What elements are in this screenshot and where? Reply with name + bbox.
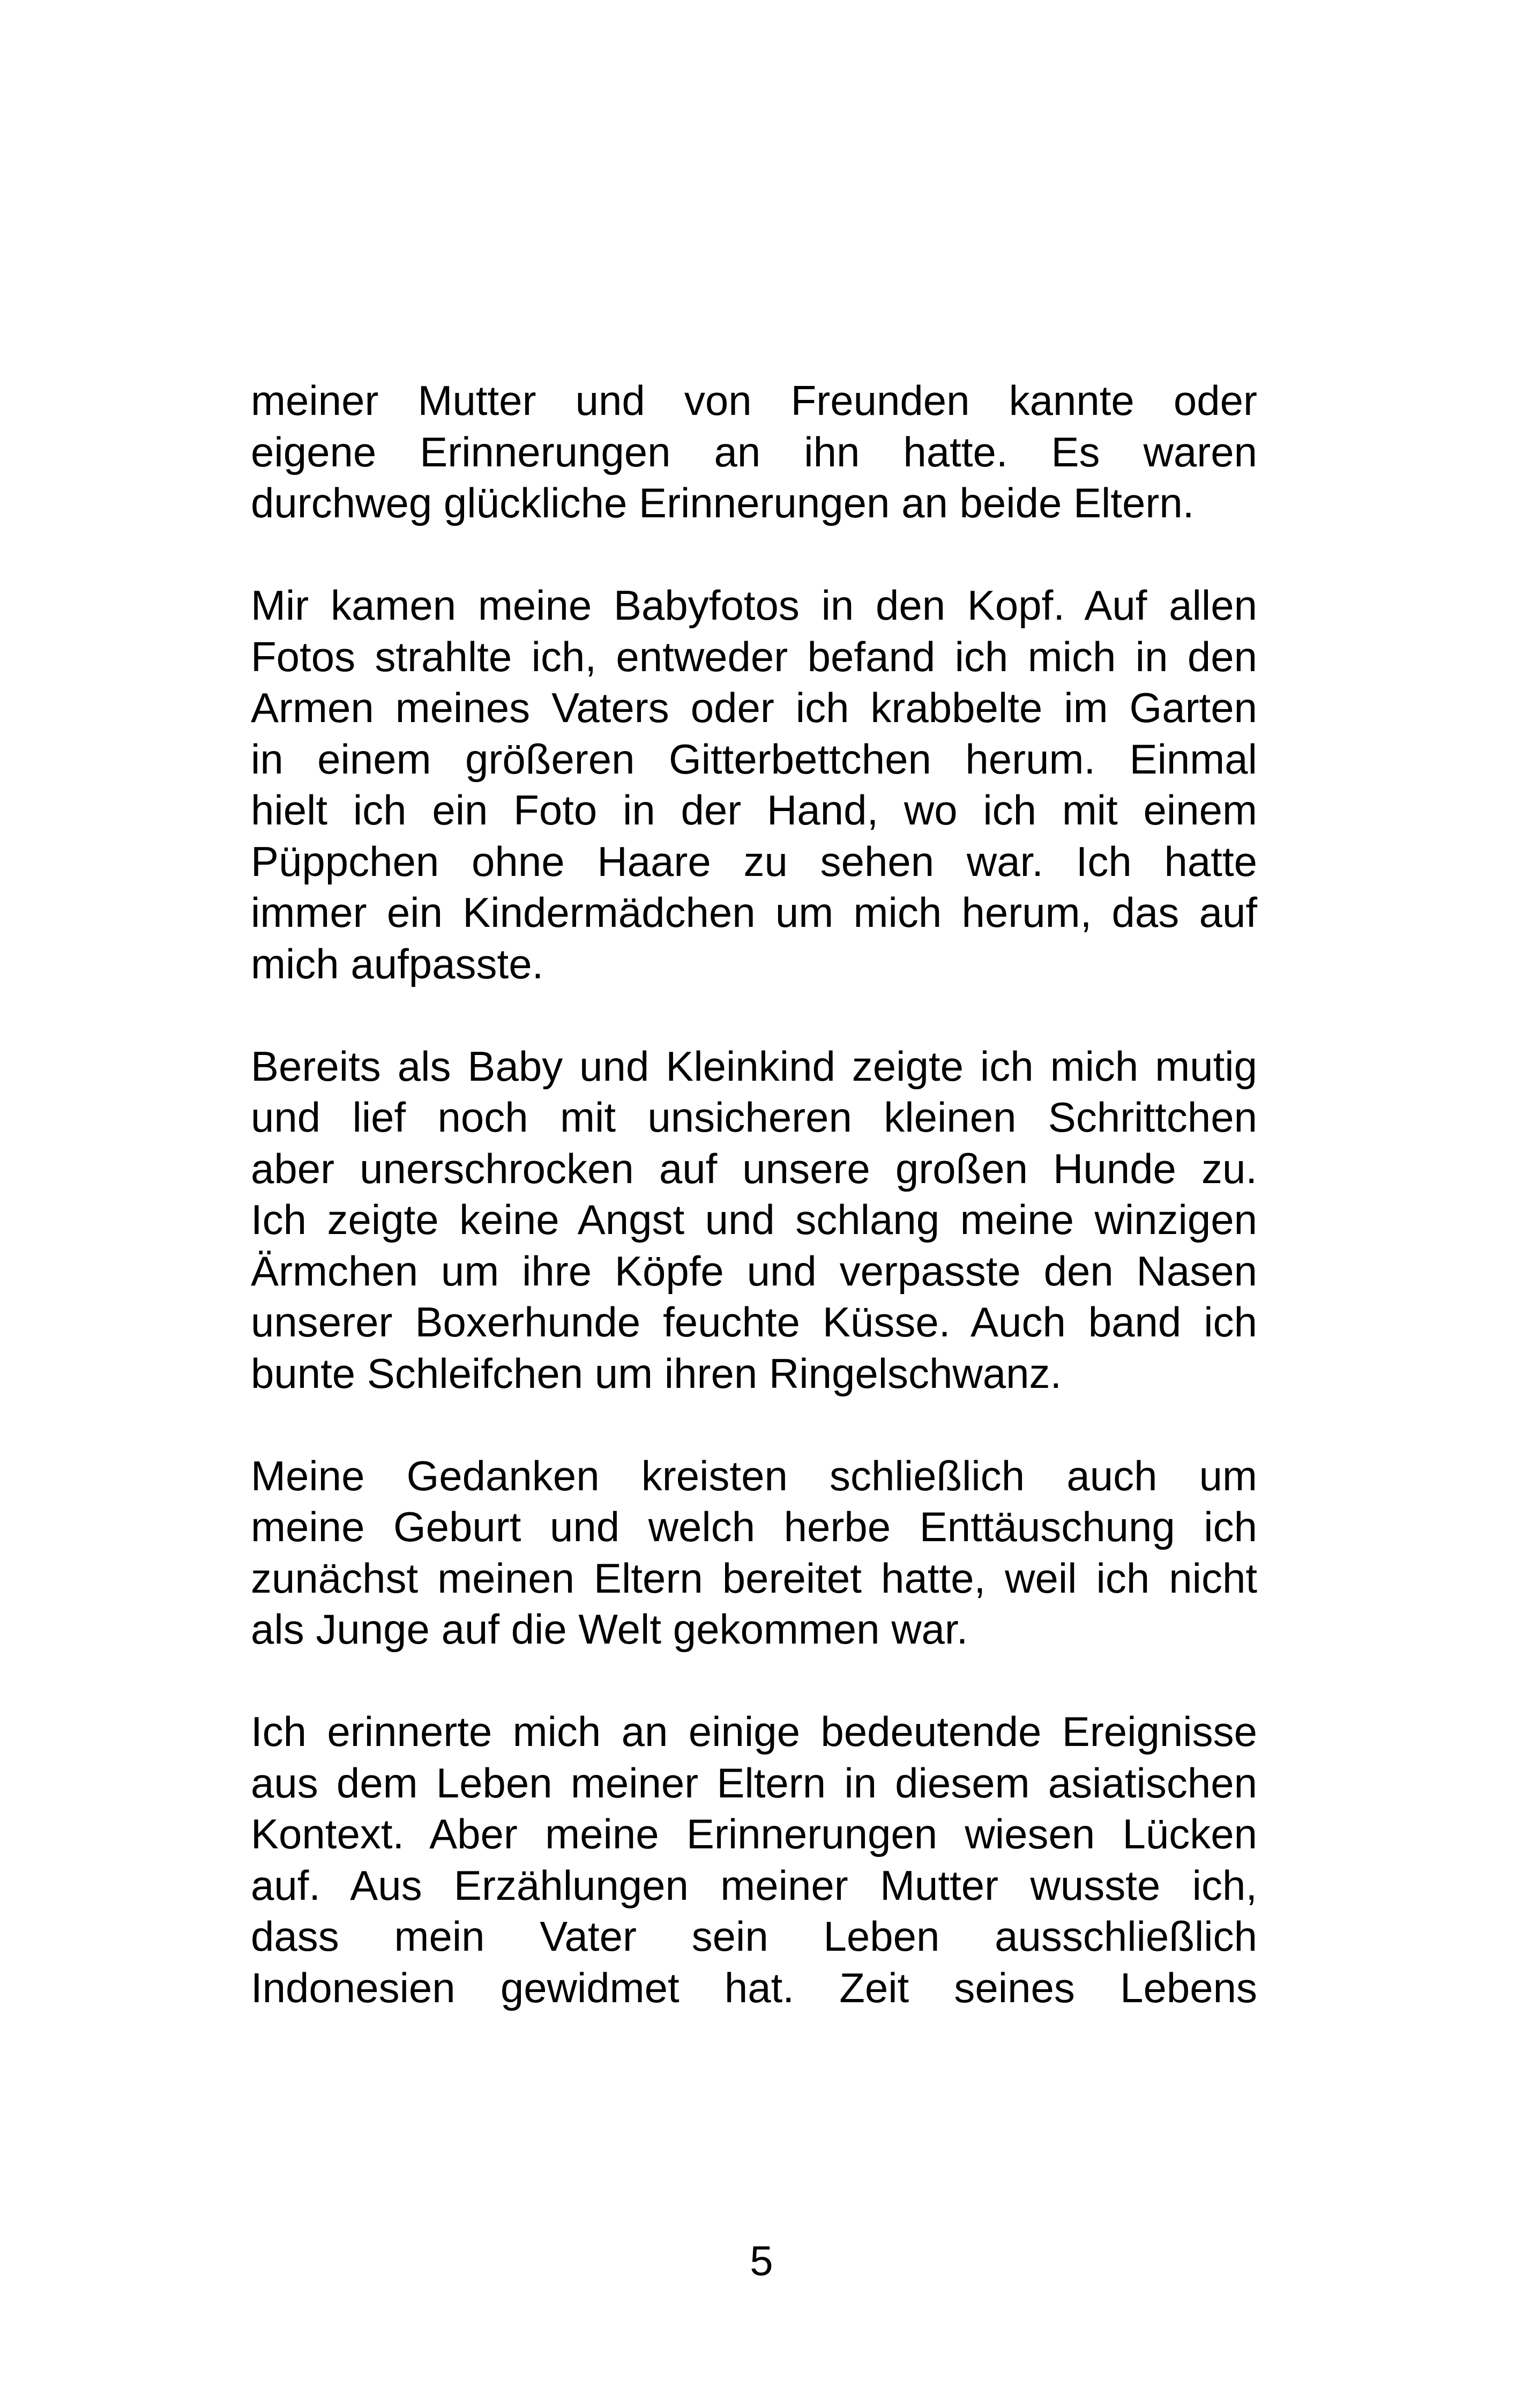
- text-line: Kontext. Aber meine Erinnerungen wiesen Lücken: [251, 1810, 1257, 1857]
- text-line: meine Geburt und welch herbe Enttäuschung ich: [251, 1503, 1257, 1550]
- text-line: Meine Gedanken kreisten schließlich auch um: [251, 1452, 1257, 1499]
- paragraph: [251, 1706, 1257, 2013]
- text-line: dass mein Vater sein Leben ausschließlich: [251, 1913, 1257, 1960]
- text-line: Indonesien gewidmet hat. Zeit seines Lebens: [251, 1964, 1257, 2011]
- paragraph: [251, 1041, 1257, 1400]
- text-line: aus dem Leben meiner Eltern in diesem asiatischen: [251, 1759, 1257, 1807]
- text-line: als Junge auf die Welt gekommen war.: [251, 1606, 968, 1653]
- text-line: zunächst meinen Eltern bereitet hatte, weil ich nicht: [251, 1554, 1257, 1602]
- text-line: durchweg glückliche Erinnerungen an beide Eltern.: [251, 479, 1194, 526]
- text-line: meiner Mutter und von Freunden kannte oder: [251, 377, 1257, 424]
- paragraph: [251, 1451, 1257, 1655]
- page-number: 5: [750, 2237, 773, 2284]
- text-line: Ich zeigte keine Angst und schlang meine winzigen: [251, 1196, 1257, 1243]
- text-line: bunte Schleifchen um ihren Ringelschwanz.: [251, 1349, 1062, 1397]
- text-line: Bereits als Baby und Kleinkind zeigte ich mich mutig: [251, 1042, 1257, 1090]
- text-line: Armen meines Vaters oder ich krabbelte im Garten: [251, 684, 1257, 731]
- text-line: Ich erinnerte mich an einige bedeutende Ereignisse: [251, 1708, 1257, 1755]
- text-line: in einem größeren Gitterbettchen herum. Einmal: [251, 735, 1257, 783]
- text-line: aber unerschrocken auf unsere großen Hunde zu.: [251, 1144, 1257, 1192]
- paragraph: [251, 580, 1257, 990]
- text-line: mich aufpasste.: [251, 940, 544, 987]
- text-line: immer ein Kindermädchen um mich herum, das auf: [251, 889, 1257, 936]
- text-line: unserer Boxerhunde feuchte Küsse. Auch band ich: [251, 1298, 1257, 1346]
- text-line: und lief noch mit unsicheren kleinen Schrittchen: [251, 1094, 1257, 1141]
- paragraph: [251, 375, 1257, 529]
- text-line: eigene Erinnerungen an ihn hatte. Es waren: [251, 428, 1257, 475]
- text-line: Fotos strahlte ich, entweder befand ich mich in den: [251, 633, 1257, 680]
- text-line: Mir kamen meine Babyfotos in den Kopf. Auf allen: [251, 582, 1257, 629]
- text-line: Püppchen ohne Haare zu sehen war. Ich hatte: [251, 837, 1257, 885]
- text-line: hielt ich ein Foto in der Hand, wo ich mit einem: [251, 786, 1257, 834]
- text-line: auf. Aus Erzählungen meiner Mutter wusste ich,: [251, 1861, 1257, 1909]
- text-line: Ärmchen um ihre Köpfe und verpasste den Nasen: [251, 1247, 1257, 1295]
- body-text: [251, 375, 1257, 2065]
